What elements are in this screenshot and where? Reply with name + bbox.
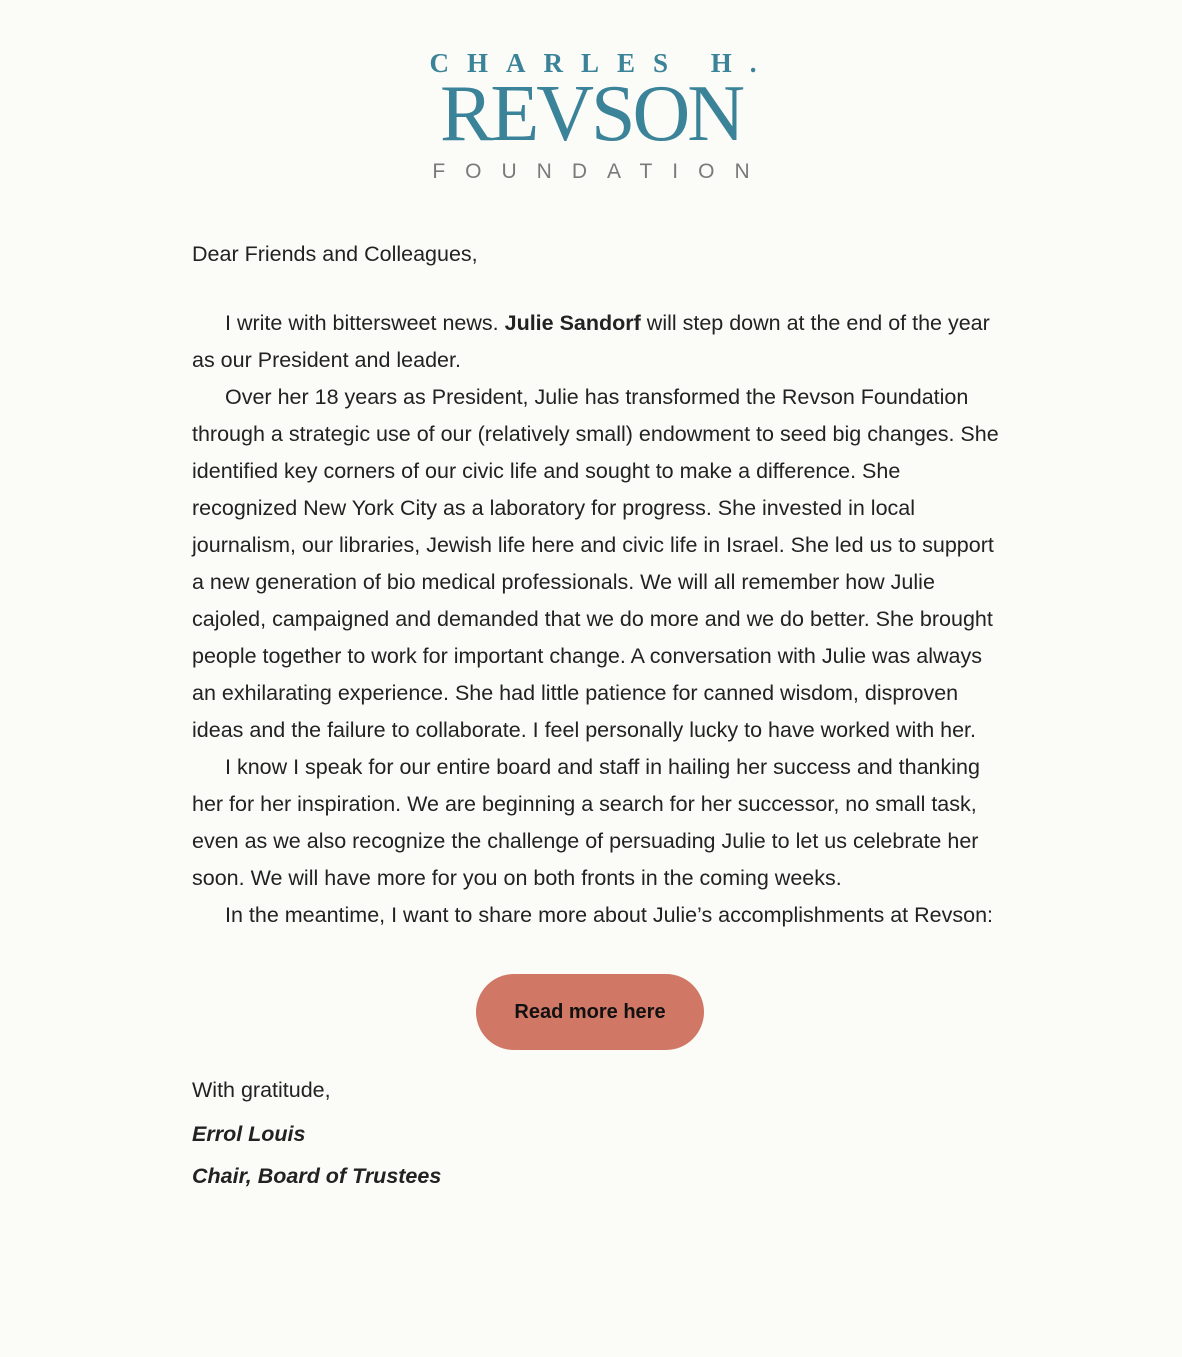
paragraph-accomplishments: Over her 18 years as President, Julie has transformed the Revson Foundation through a strategic use of our (relatively small) endowment to seed big changes. She identified key corners of our civic life and sought to make a difference. She recognized New York City as a laboratory for progress. She invested in local journalism, our libraries, Jewish life here and civic life in Israel. She led us to support a new generation of bio medical professionals. We will all remember how Julie cajoled, campaigned and demanded that we do more and we do better. She brought people together to work for important change. A conversation with Julie was always an exhilarating experience. She had little patience for canned wisdom, disproven ideas and the failure to collaborate. I feel personally lucky to have worked with her.	[192, 385, 999, 742]
signer-name: Errol Louis	[192, 1122, 306, 1146]
paragraph-meantime: In the meantime, I want to share more about Julie’s accomplishments at Revson:	[225, 903, 994, 927]
cta-container	[192, 974, 994, 1050]
logo-line-foundation: FOUNDATION	[432, 160, 770, 183]
paragraph-announcement	[192, 305, 1002, 379]
greeting: Dear Friends and Colleagues,	[192, 242, 478, 266]
letter-body	[192, 236, 1002, 1197]
paragraph-search: I know I speak for our entire board and staff in hailing her success and thanking her for her inspiration. We are beginning a search for her successor, no small task, even as we also recognize the challenge of persuading Julie to let us celebrate her soon. We will have more for you on both fronts in the coming weeks.	[192, 755, 980, 890]
signer-title: Chair, Board of Trustees	[192, 1164, 442, 1188]
logo-line-revson: REVSON	[439, 70, 743, 158]
logo-line-charles: CHARLES H.	[429, 48, 775, 78]
closing: With gratitude,	[192, 1078, 331, 1102]
president-name: Julie Sandorf	[504, 311, 641, 335]
foundation-logo	[0, 46, 1182, 186]
read-more-button[interactable]: Read more here	[476, 974, 704, 1050]
announcement-text-before: I write with bittersweet news.	[225, 311, 505, 335]
announcement-text-after: will step down at the end of the year as our President and leader.	[192, 311, 990, 372]
